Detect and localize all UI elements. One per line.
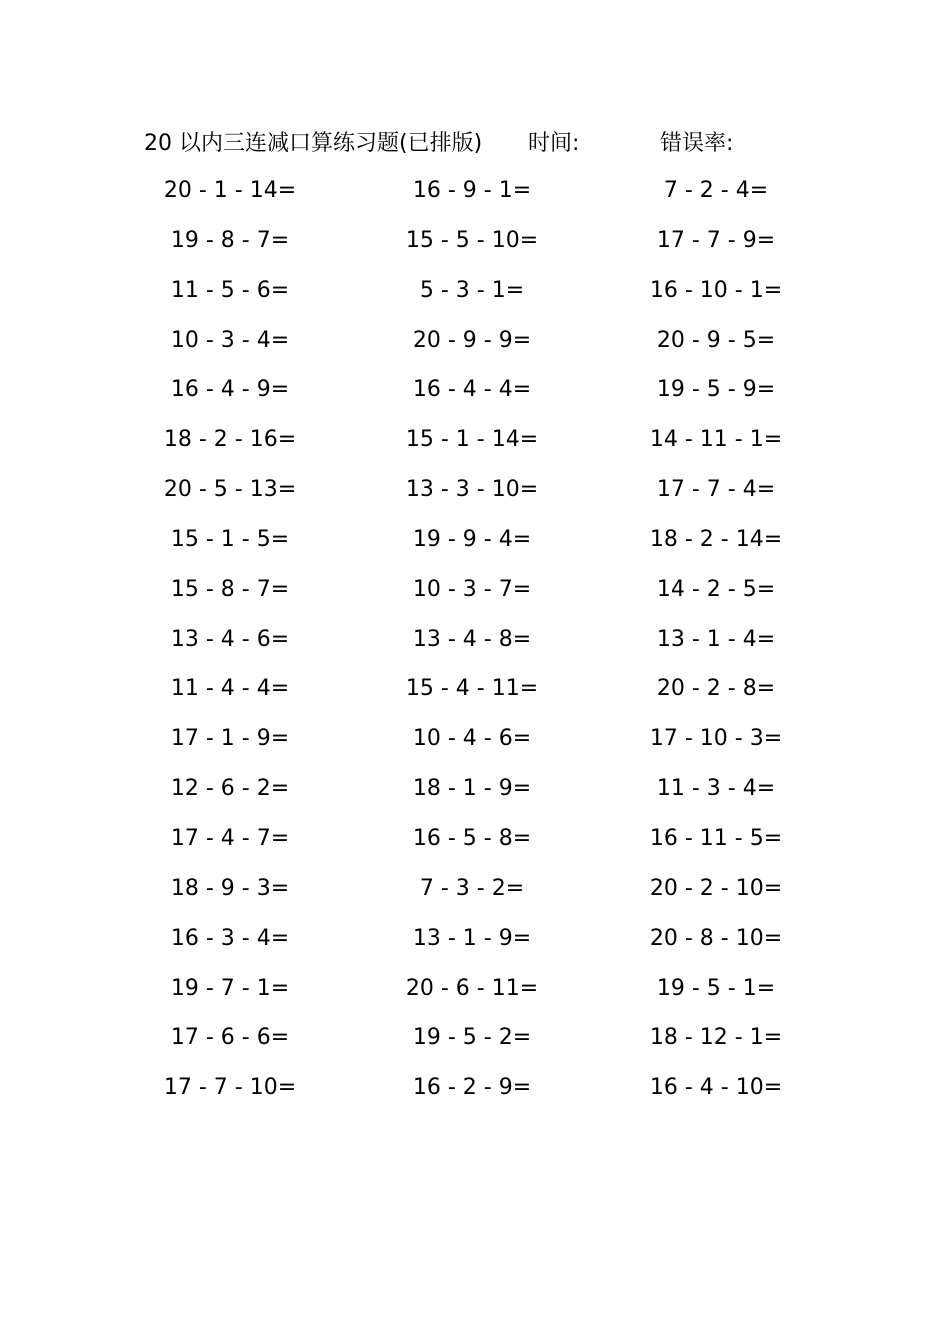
problem-item: 17 - 6 - 6=: [170, 1025, 290, 1051]
problem-item: 18 - 2 - 16=: [163, 427, 297, 453]
problem-item: 19 - 8 - 7=: [170, 227, 290, 253]
problem-item: 19 - 9 - 4=: [412, 526, 532, 552]
problem-item: 18 - 9 - 3=: [170, 875, 290, 901]
error-rate-label: 错误率:: [660, 131, 734, 156]
problem-item: 16 - 3 - 4=: [170, 925, 290, 951]
problem-item: 17 - 10 - 3=: [649, 726, 783, 752]
problem-item: 13 - 4 - 6=: [170, 626, 290, 652]
problem-item: 19 - 5 - 2=: [412, 1025, 532, 1051]
problem-column-3: [596, 166, 836, 1113]
problem-item: 17 - 7 - 10=: [163, 1075, 297, 1101]
problem-item: 11 - 3 - 4=: [656, 776, 776, 802]
problem-item: 16 - 4 - 9=: [170, 377, 290, 403]
problem-item: 5 - 3 - 1=: [419, 277, 525, 303]
problem-item: 20 - 1 - 14=: [163, 178, 297, 203]
problem-item: 13 - 3 - 10=: [405, 477, 539, 503]
problem-item: 15 - 1 - 5=: [170, 526, 290, 552]
worksheet-title: 20 以内三连减口算练习题(已排版): [144, 131, 483, 156]
problem-item: 15 - 5 - 10=: [405, 227, 539, 253]
time-label: 时间:: [528, 131, 580, 156]
problem-item: 11 - 5 - 6=: [170, 277, 290, 303]
problem-item: 12 - 6 - 2=: [170, 776, 290, 802]
problem-item: 17 - 7 - 9=: [656, 227, 776, 253]
problem-item: 17 - 7 - 4=: [656, 477, 776, 503]
problem-item: 11 - 4 - 4=: [170, 676, 290, 702]
problem-item: 17 - 1 - 9=: [170, 726, 290, 752]
problem-item: 18 - 1 - 9=: [412, 776, 532, 802]
problem-item: 18 - 2 - 14=: [649, 526, 783, 552]
problem-item: 20 - 6 - 11=: [405, 975, 539, 1001]
problem-item: 7 - 2 - 4=: [663, 178, 769, 203]
problem-item: 14 - 11 - 1=: [649, 427, 783, 453]
problem-item: 15 - 8 - 7=: [170, 576, 290, 602]
problem-item: 20 - 2 - 10=: [649, 875, 783, 901]
problem-item: 17 - 4 - 7=: [170, 825, 290, 851]
problem-item: 10 - 4 - 6=: [412, 726, 532, 752]
problem-item: 20 - 8 - 10=: [649, 925, 783, 951]
problem-item: 15 - 4 - 11=: [405, 676, 539, 702]
problem-column-2: [352, 166, 592, 1113]
problem-item: 13 - 1 - 4=: [656, 626, 776, 652]
problem-item: 18 - 12 - 1=: [649, 1025, 783, 1051]
problem-item: 20 - 5 - 13=: [163, 477, 297, 503]
problem-item: 16 - 4 - 4=: [412, 377, 532, 403]
problem-item: 16 - 2 - 9=: [412, 1075, 532, 1101]
problem-item: 10 - 3 - 7=: [412, 576, 532, 602]
problem-item: 16 - 5 - 8=: [412, 825, 532, 851]
problem-item: 20 - 2 - 8=: [656, 676, 776, 702]
problem-item: 13 - 4 - 8=: [412, 626, 532, 652]
problem-item: 13 - 1 - 9=: [412, 925, 532, 951]
problem-item: 14 - 2 - 5=: [656, 576, 776, 602]
problem-item: 16 - 9 - 1=: [412, 178, 532, 203]
problem-item: 20 - 9 - 5=: [656, 327, 776, 353]
problem-item: 19 - 5 - 1=: [656, 975, 776, 1001]
problem-item: 19 - 7 - 1=: [170, 975, 290, 1001]
problem-item: 10 - 3 - 4=: [170, 327, 290, 353]
problem-item: 7 - 3 - 2=: [419, 875, 525, 901]
problem-item: 16 - 10 - 1=: [649, 277, 783, 303]
problem-item: 19 - 5 - 9=: [656, 377, 776, 403]
problem-item: 16 - 11 - 5=: [649, 825, 783, 851]
problem-item: 15 - 1 - 14=: [405, 427, 539, 453]
problem-item: 20 - 9 - 9=: [412, 327, 532, 353]
problem-item: 16 - 4 - 10=: [649, 1075, 783, 1101]
problem-column-1: [110, 166, 350, 1113]
